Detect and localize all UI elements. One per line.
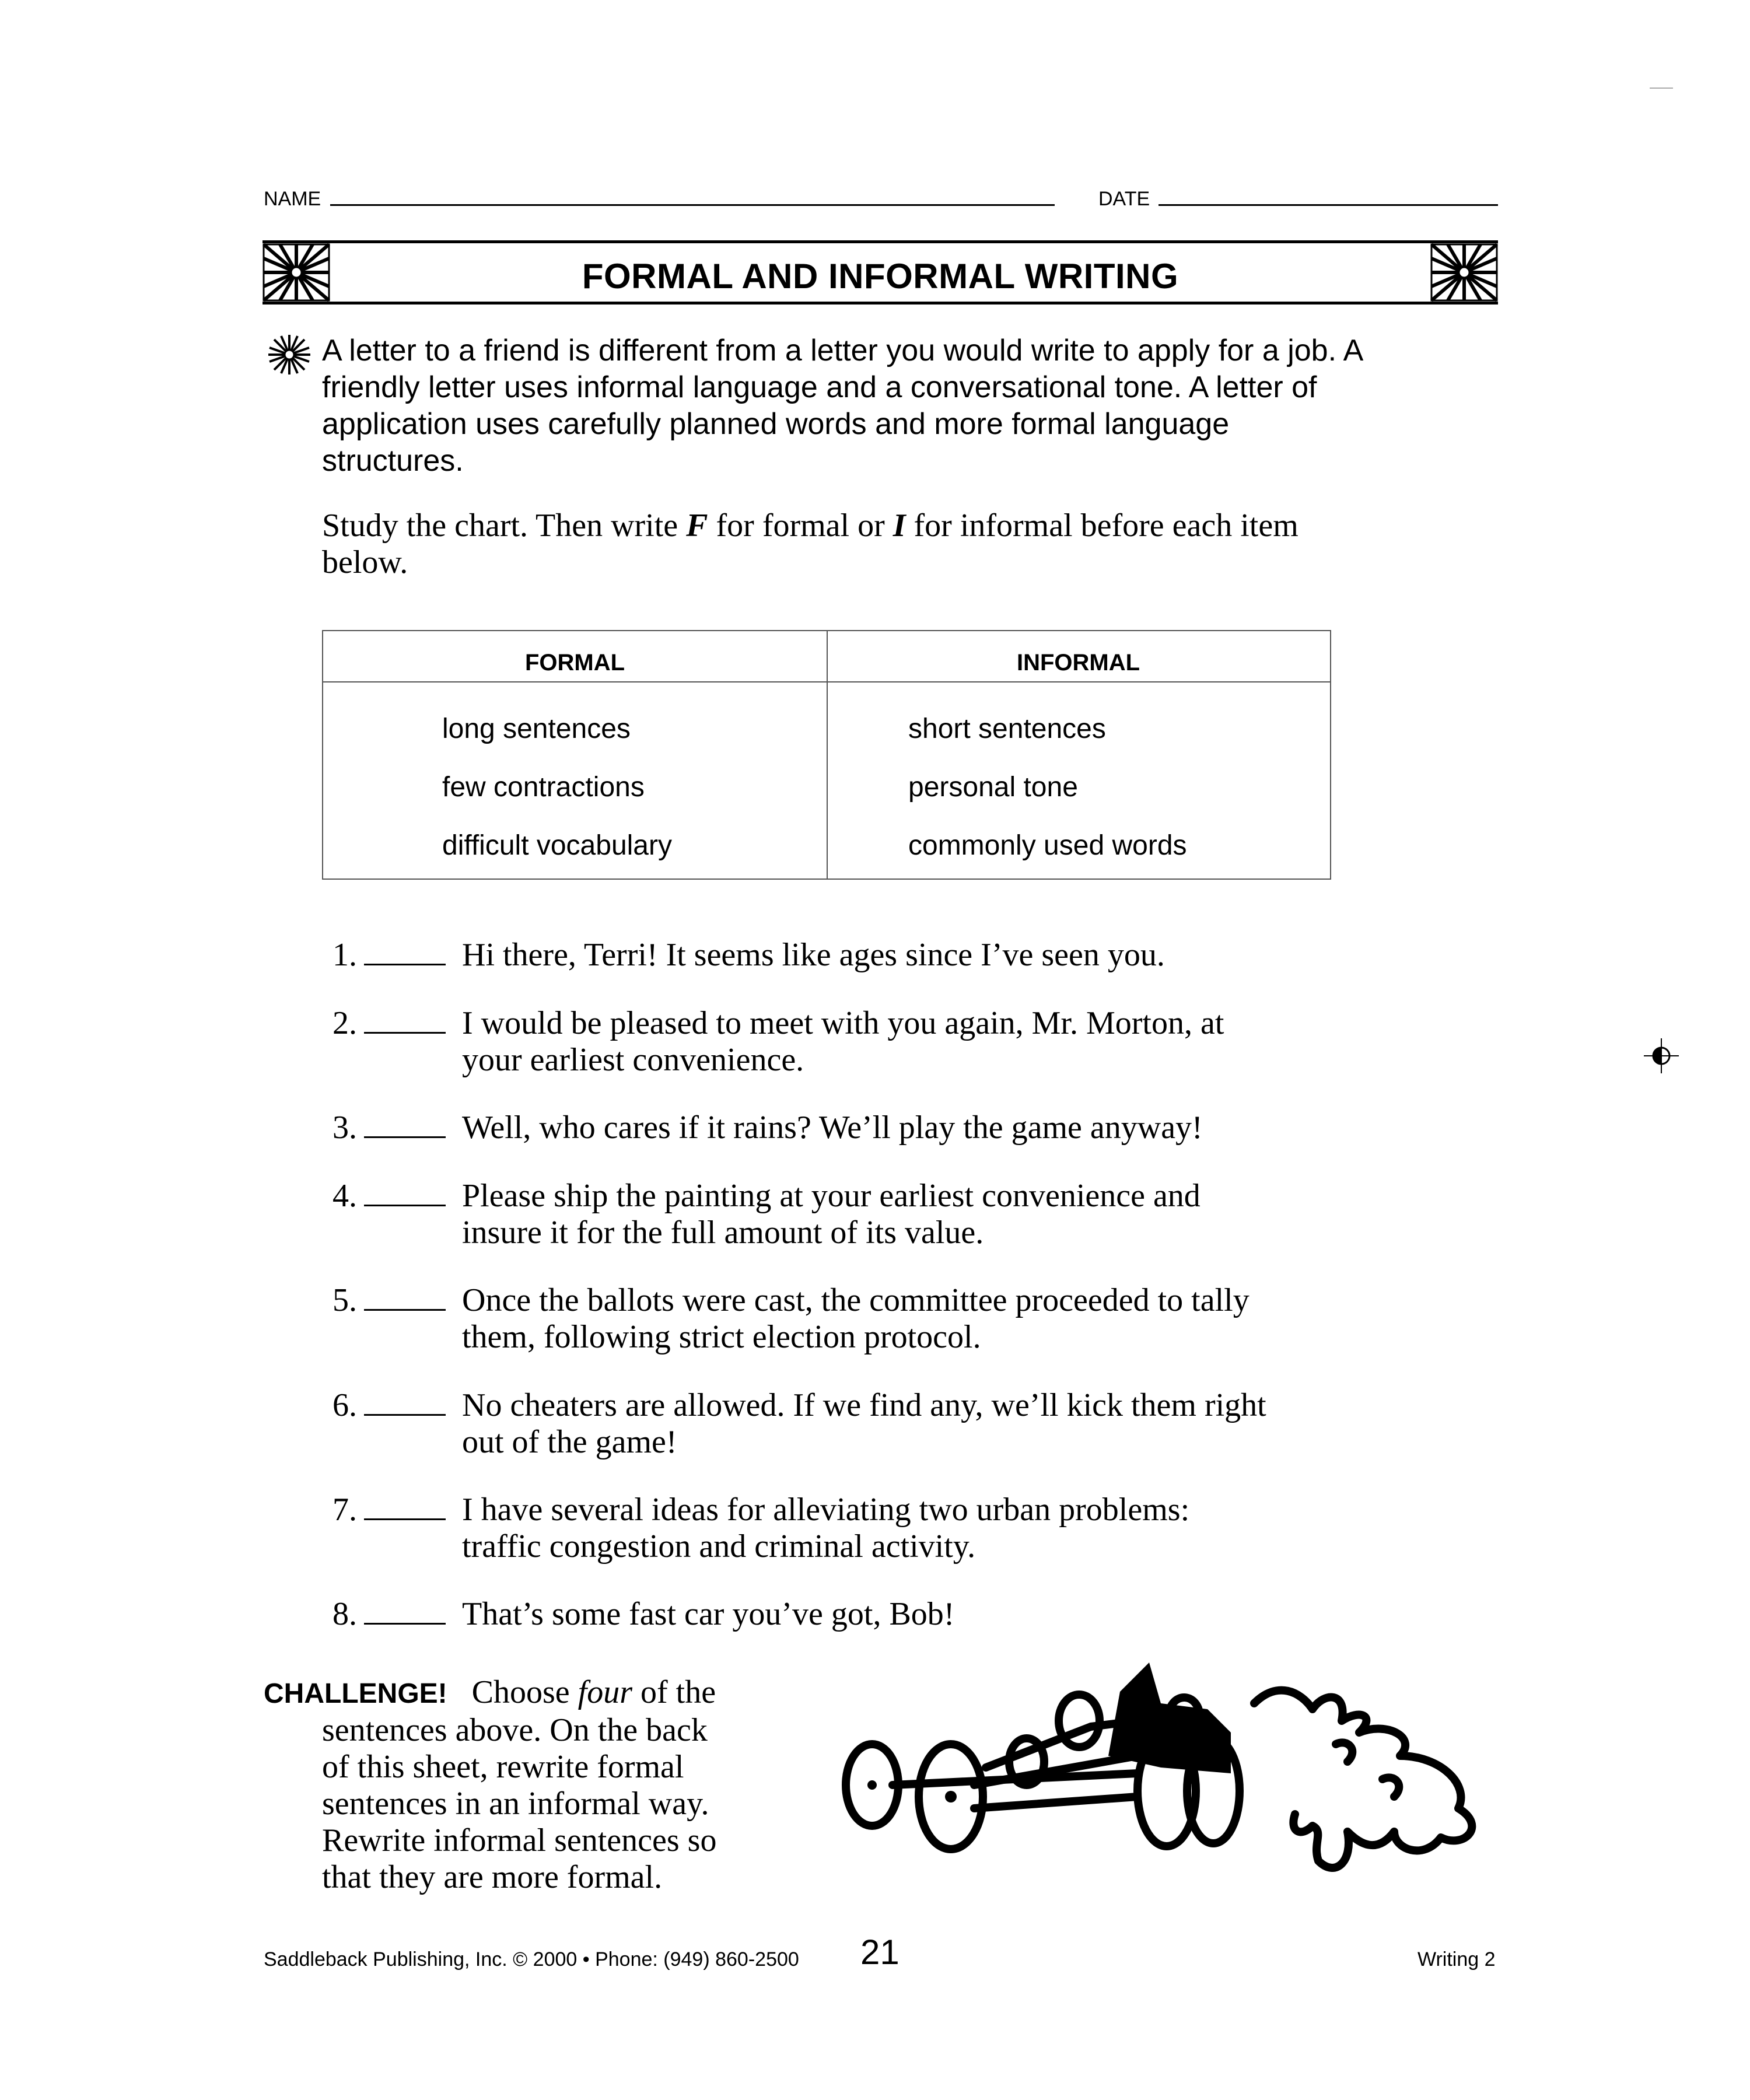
comparison-chart: [322, 630, 1331, 880]
challenge-label: CHALLENGE!: [264, 1678, 447, 1709]
instructions-i: I: [892, 508, 906, 544]
starburst-right-icon: [1430, 243, 1498, 302]
item-text: That’s some fast car you’ve got, Bob!: [462, 1596, 955, 1632]
date-label: DATE: [1098, 188, 1150, 210]
footer-series: Writing 2: [1418, 1948, 1496, 1971]
registration-mark-icon: [1644, 1038, 1679, 1073]
title-bar: [262, 240, 1498, 304]
answer-blank[interactable]: [364, 964, 446, 965]
page-number: 21: [860, 1933, 900, 1972]
challenge-line: that they are more formal.: [322, 1859, 663, 1895]
item-text-continued: insure it for the full amount of its value.: [462, 1214, 984, 1251]
item-text: Well, who cares if it rains? We’ll play the game anyway!: [462, 1110, 1203, 1146]
chart-formal-item: difficult vocabulary: [442, 830, 672, 861]
item-text: I have several ideas for alleviating two urban problems:: [462, 1492, 1190, 1528]
item-number: 1.: [332, 937, 357, 973]
chart-informal-item: personal tone: [908, 772, 1078, 803]
answer-blank[interactable]: [364, 1205, 446, 1206]
chart-informal-item: commonly used words: [908, 830, 1187, 861]
answer-blank[interactable]: [364, 1518, 446, 1520]
item-text: Please ship the painting at your earliest convenience and: [462, 1178, 1200, 1214]
instructions-text-3: for informal before each item below.: [322, 508, 1298, 580]
bullet-star-icon: [266, 332, 313, 377]
name-field[interactable]: [330, 204, 1055, 206]
chart-header-rule: [323, 681, 1330, 682]
challenge-text: Choose: [471, 1674, 578, 1710]
race-car-illustration: [834, 1657, 1505, 1902]
date-field[interactable]: [1158, 204, 1498, 206]
answer-blank[interactable]: [364, 1623, 446, 1625]
item-text: Once the ballots were cast, the committee proceeded to tally: [462, 1282, 1250, 1318]
name-label: NAME: [264, 188, 321, 210]
answer-blank[interactable]: [364, 1032, 446, 1034]
item-text-continued: them, following strict election protocol.: [462, 1319, 981, 1355]
chart-header-informal: INFORMAL: [1016, 650, 1140, 676]
challenge-line: of this sheet, rewrite formal: [322, 1749, 684, 1785]
item-number: 6.: [332, 1387, 357, 1423]
item-text-continued: your earliest convenience.: [462, 1042, 804, 1078]
chart-formal-item: few contractions: [442, 772, 645, 803]
instructions-f: F: [686, 508, 708, 544]
item-number: 3.: [332, 1110, 357, 1146]
footer-publisher: Saddleback Publishing, Inc. © 2000 • Phone: (949) 860-2500: [264, 1948, 799, 1971]
answer-blank[interactable]: [364, 1414, 446, 1416]
challenge-line: sentences above. On the back: [322, 1712, 708, 1748]
item-text: No cheaters are allowed. If we find any, we’ll kick them right: [462, 1387, 1266, 1423]
chart-header-formal: FORMAL: [524, 650, 625, 676]
item-text: I would be pleased to meet with you again, Mr. Morton, at: [462, 1005, 1224, 1041]
challenge-line: sentences in an informal way.: [322, 1786, 709, 1822]
instructions-text-1: Study the chart. Then write: [322, 508, 687, 544]
challenge-text: of the: [632, 1674, 716, 1710]
challenge-block: [264, 1674, 800, 1896]
item-number: 5.: [332, 1282, 357, 1318]
item-text-continued: out of the game!: [462, 1424, 677, 1460]
item-number: 2.: [332, 1005, 357, 1041]
answer-blank[interactable]: [364, 1309, 446, 1311]
challenge-emphasis: four: [578, 1674, 633, 1710]
challenge-line: Rewrite informal sentences so: [322, 1822, 717, 1859]
intro-paragraph: A letter to a friend is different from a letter you would write to apply for a job. A friendly letter uses informal language and a conversational tone. A letter of application uses carefully planned words and more formal language structures.: [322, 334, 1362, 478]
item-number: 7.: [332, 1492, 357, 1528]
page-title: FORMAL AND INFORMAL WRITING: [582, 257, 1179, 296]
chart-formal-item: long sentences: [442, 713, 631, 744]
crop-mark-top: [1650, 88, 1673, 89]
instructions: [322, 508, 1314, 581]
item-text: Hi there, Terri! It seems like ages since I’ve seen you.: [462, 937, 1165, 973]
item-text-continued: traffic congestion and criminal activity.: [462, 1528, 976, 1564]
answer-blank[interactable]: [364, 1136, 446, 1138]
instructions-text-2: for formal or: [708, 508, 893, 544]
item-number: 8.: [332, 1596, 357, 1632]
item-number: 4.: [332, 1178, 357, 1214]
chart-informal-item: short sentences: [908, 713, 1106, 744]
